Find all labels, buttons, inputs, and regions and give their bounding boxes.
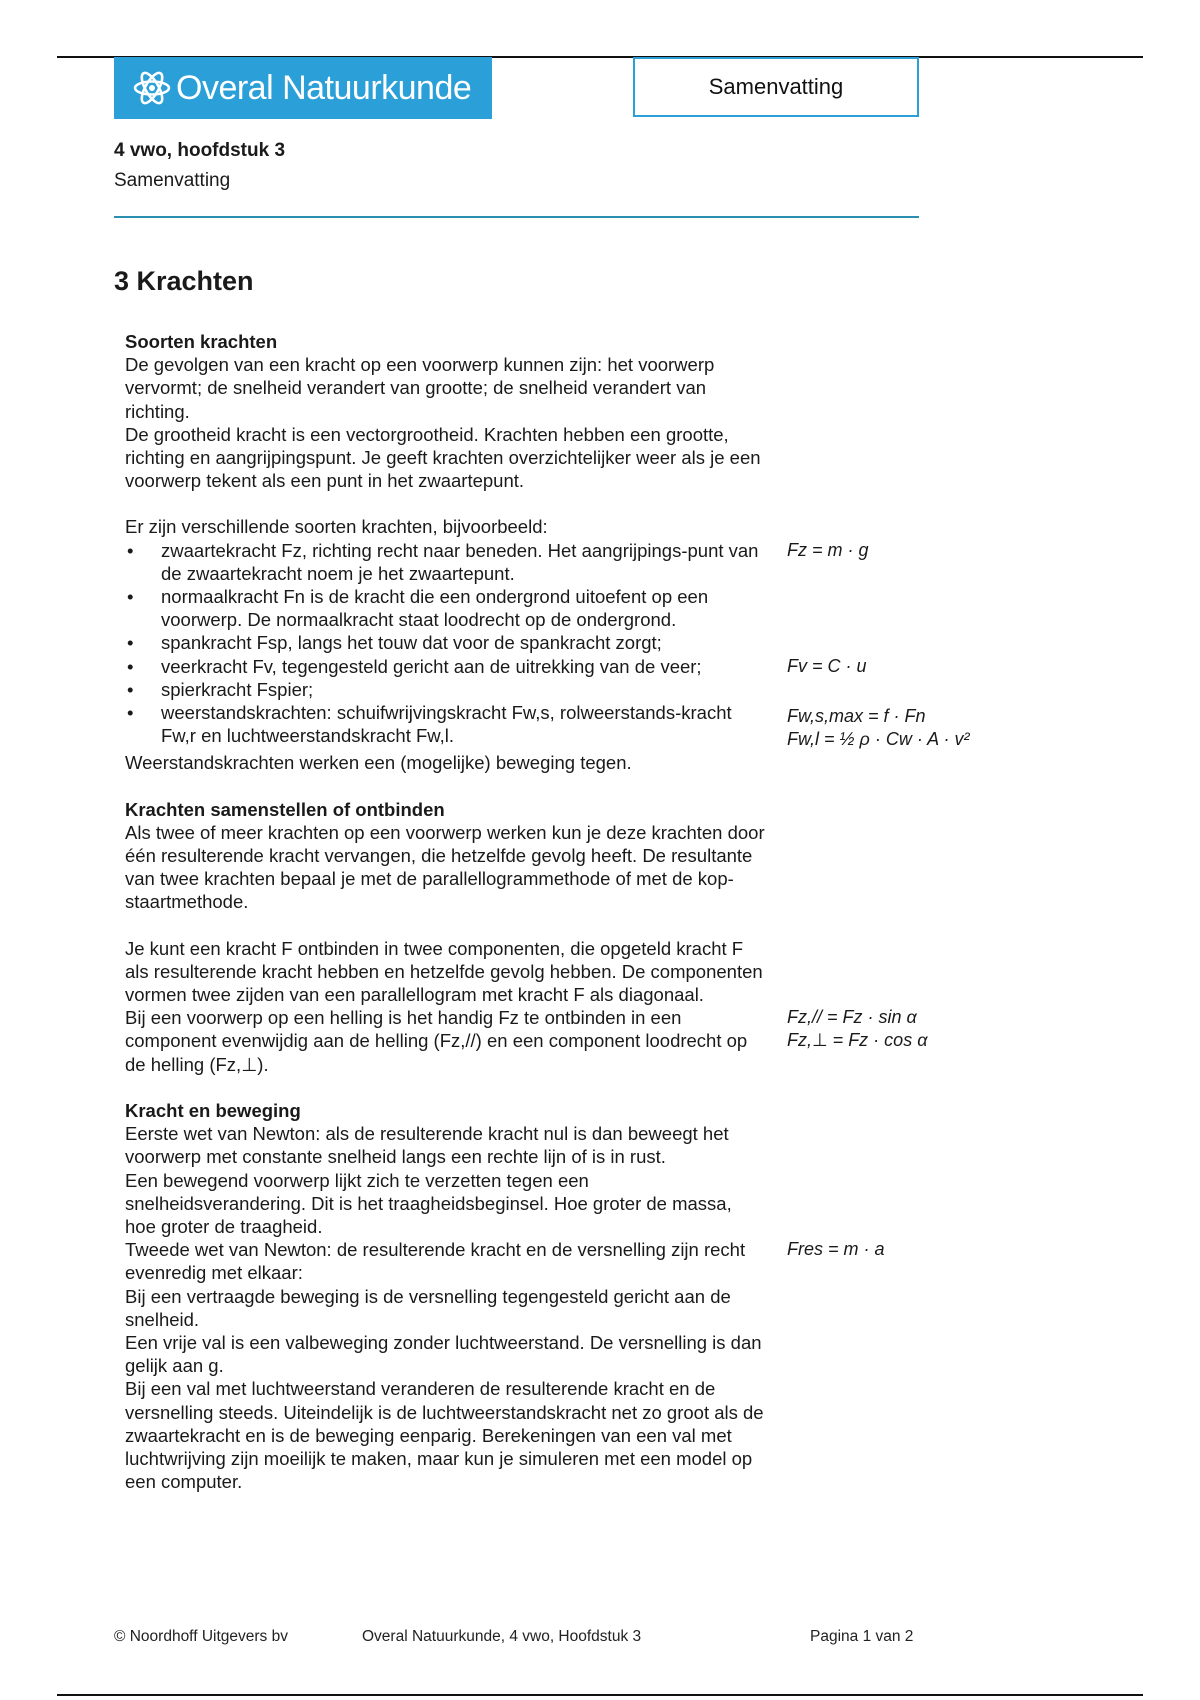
document-subtitle: Samenvatting [114,170,231,191]
list-item [125,585,1005,631]
list-item [125,701,1005,751]
paragraph: Eerste wet van Newton: als de resulterende kracht nul is dan beweegt het voorwerp met constante snelheid langs een rechte lijn of is in rust. [125,1123,729,1168]
bullet-text: spierkracht Fspier; [161,678,314,700]
bullet-text: normaalkracht Fn is de kracht die een ondergrond uitoefent op een voorwerp. De normaalkracht staat loodrecht op de ondergrond. [161,586,709,631]
section-heading-soorten: Soorten krachten [125,331,278,352]
header-divider [114,216,919,218]
bullet-text: zwaartekracht Fz, richting recht naar beneden. Het aangrijpings-punt van de zwaartekracht noem je het zwaartepunt. [161,539,759,584]
bullet-icon: • [127,655,134,677]
list-item [125,655,1005,678]
bullet-icon: • [127,632,134,654]
list-item [125,678,1005,701]
bullet-icon: • [127,678,134,700]
formula: Fz,⊥ = Fz · cos α [787,1030,928,1051]
bullet-icon: • [127,702,134,724]
paragraph: De gevolgen van een kracht op een voorwerp kunnen zijn: het voorwerp vervormt; de snelheid verandert van grootte; de snelheid verandert van richting. [125,354,715,422]
paragraph-with-formula [125,1006,1005,1076]
brand-logo [114,57,492,119]
course-label: 4 vwo, hoofdstuk 3 [114,140,286,161]
paragraph: Een bewegend voorwerp lijkt zich te verzetten tegen een snelheidsverandering. Dit is het traagheidsbeginsel. Hoe groter de massa, hoe groter de traagheid. [125,1169,732,1237]
paragraph-with-formula [125,1238,1005,1284]
paragraph: Bij een val met luchtweerstand veranderen de resulterende kracht en de versnelling steeds. Uiteindelijk is de luchtweerstandskracht net zo groot als de zwaartekracht en is de beweging eenparig. Berekeningen van een val met luchtwrijving zijn moeilijk te maken, maar kun je simuleren met een model op een computer. [125,1378,764,1493]
document-body [125,330,1005,1493]
bullet-text: spankracht Fsp, langs het touw dat voor de spankracht zorgt; [161,632,662,654]
bottom-rule [57,1694,1143,1696]
paragraph: Bij een voorwerp op een helling is het handig Fz te ontbinden in een component evenwijdig aan de helling (Fz,//) en een component loodrecht op de helling (Fz,⊥). [125,1007,748,1075]
paragraph: Als twee of meer krachten op een voorwerp werken kun je deze krachten door één resulterende kracht vervangen, die hetzelfde gevolg heeft. De resultante van twee krachten bepaal je met de parallellogrammethode of met de kop-staartmethode. [125,821,765,913]
list-item [125,631,1005,654]
paragraph: Bij een vertraagde beweging is de versnelling tegengesteld gericht aan de snelheid. [125,1285,731,1330]
footer-copyright: © Noordhoff Uitgevers bv [114,1628,288,1645]
bullet-text: veerkracht Fv, tegengesteld gericht aan de uitrekking van de veer; [161,655,702,677]
formula: Fz = m · g [787,539,869,560]
paragraph: Tweede wet van Newton: de resulterende kracht en de versnelling zijn recht evenredig met elkaar: [125,1239,746,1284]
bullet-icon: • [127,586,134,608]
bullet-intro: Er zijn verschillende soorten krachten, bijvoorbeeld: [125,516,548,538]
formula: Fv = C · u [787,655,867,676]
section-heading-beweging: Kracht en beweging [125,1099,301,1121]
paragraph: Weerstandskrachten werken een (mogelijke) beweging tegen. [125,752,632,774]
footer-title: Overal Natuurkunde, 4 vwo, Hoofdstuk 3 [362,1628,642,1645]
bullet-icon: • [127,539,134,561]
chapter-title: 3 Krachten [114,266,254,296]
atom-icon [132,68,172,108]
summary-label: Samenvatting [633,57,919,117]
list-item [125,539,1005,585]
formula: Fw,s,max = f · Fn [787,706,926,727]
paragraph: Je kunt een kracht F ontbinden in twee componenten, die opgeteld kracht F als resulterende kracht hebben en hetzelfde gevolg hebben. De componenten vormen twee zijden van een parallellogram met kracht F als diagonaal. [125,937,763,1006]
section-heading-samenstellen: Krachten samenstellen of ontbinden [125,798,445,820]
formula: Fres = m · a [787,1239,885,1260]
bullet-text: weerstandskrachten: schuifwrijvingskracht Fw,s, rolweerstands-kracht Fw,r en luchtweerstandskracht Fw,l. [161,702,732,747]
footer-page-number: Pagina 1 van 2 [810,1628,914,1645]
formula: Fz,// = Fz · sin α [787,1007,917,1028]
paragraph: De grootheid kracht is een vectorgrootheid. Krachten hebben een grootte, richting en aangrijpingspunt. Je geeft krachten overzichtelijker weer als je een voorwerp tekent als een punt in het zwaartepunt. [125,423,761,492]
paragraph: Een vrije val is een valbeweging zonder luchtweerstand. De versnelling is dan gelijk aan g. [125,1331,762,1377]
formula: Fw,l = ½ ρ · Cw · A · v² [787,729,970,750]
brand-name: Overal Natuurkunde [176,68,472,107]
